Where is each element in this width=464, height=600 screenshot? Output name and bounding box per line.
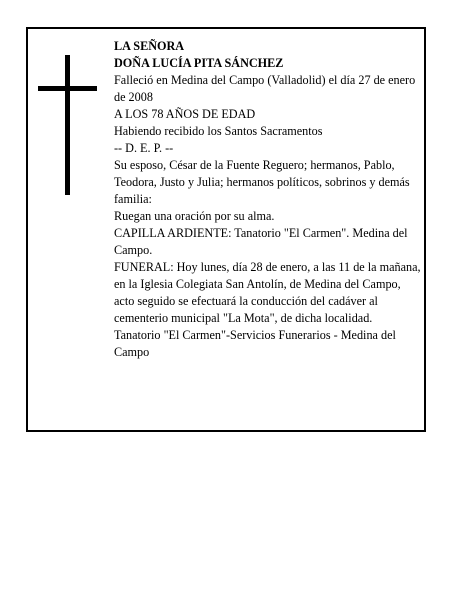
funeral-home-line: Tanatorio "El Carmen"-Servicios Funerarios - Medina del Campo: [114, 328, 396, 359]
funeral-line: FUNERAL: Hoy lunes, día 28 de enero, a las 11 de la mañana, en la Iglesia Colegiata San Antolín, de Medina del Campo, acto seguido se efectuará la conducción del cadáver al cementerio municipal "La Mota", de dicha localidad.: [114, 260, 421, 325]
cross-icon-crossbar: [38, 86, 97, 91]
cross-icon: [65, 55, 70, 195]
sacraments-line: Habiendo recibido los Santos Sacramentos: [114, 124, 323, 138]
age-line: A LOS 78 AÑOS DE EDAD: [114, 107, 256, 121]
obituary-text: [114, 38, 422, 361]
title-line-1: LA SEÑORA: [114, 39, 185, 53]
chapel-line: CAPILLA ARDIENTE: Tanatorio "El Carmen". Medina del Campo.: [114, 226, 408, 257]
death-notice: Falleció en Medina del Campo (Valladolid) el día 27 de enero de 2008: [114, 73, 416, 104]
prayer-line: Ruegan una oración por su alma.: [114, 209, 275, 223]
deceased-name: DOÑA LUCÍA PITA SÁNCHEZ: [114, 56, 284, 70]
rip-line: -- D. E. P. --: [114, 141, 174, 155]
family-line: Su esposo, César de la Fuente Reguero; hermanos, Pablo, Teodora, Justo y Julia; hermanos políticos, sobrinos y demás familia:: [114, 158, 410, 206]
